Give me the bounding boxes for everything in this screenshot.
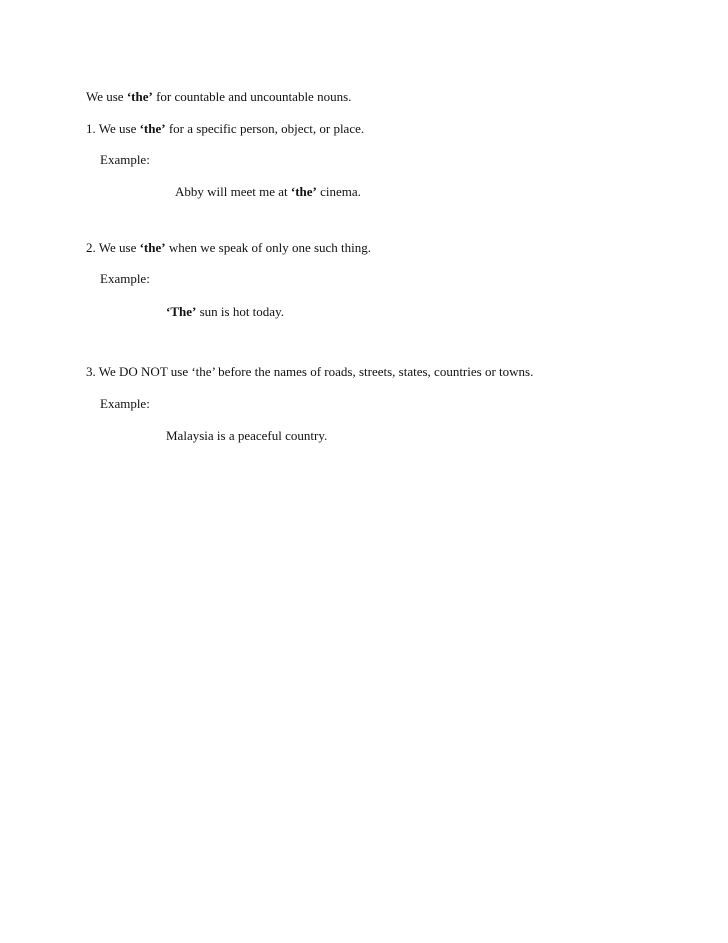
intro-text-end: for countable and uncountable nouns. bbox=[152, 89, 352, 104]
example-2-keyword: ‘The’ bbox=[166, 304, 197, 319]
rule-1-line bbox=[86, 121, 364, 137]
rule-2-keyword: ‘the’ bbox=[139, 240, 166, 255]
rule-1-keyword: ‘the’ bbox=[139, 121, 166, 136]
rule-3-example-sentence: Malaysia is a peaceful country. bbox=[166, 428, 328, 443]
rule-2-example-sentence bbox=[166, 304, 284, 320]
rule-2-text: 2. We use bbox=[86, 240, 140, 255]
rule-3-line: 3. We DO NOT use ‘the’ before the names of roads, streets, states, countries or towns. bbox=[86, 364, 534, 379]
rule-1-text-end: for a specific person, object, or place. bbox=[165, 121, 365, 136]
example-1-text-end: cinema. bbox=[316, 184, 361, 199]
rule-1-example-sentence bbox=[175, 184, 361, 200]
rule-2-line bbox=[86, 240, 371, 256]
rule-2-example-label: Example: bbox=[100, 271, 150, 286]
rule-1-text: 1. We use bbox=[86, 121, 140, 136]
intro-keyword: ‘the’ bbox=[126, 89, 153, 104]
intro-line bbox=[86, 89, 351, 105]
example-1-text: Abby will meet me at bbox=[175, 184, 291, 199]
intro-text: We use bbox=[86, 89, 127, 104]
rule-1-example-label: Example: bbox=[100, 152, 150, 167]
example-2-text-end: sun is hot today. bbox=[196, 304, 284, 319]
rule-3-example-label: Example: bbox=[100, 396, 150, 411]
rule-2-text-end: when we speak of only one such thing. bbox=[165, 240, 372, 255]
example-1-keyword: ‘the’ bbox=[290, 184, 317, 199]
